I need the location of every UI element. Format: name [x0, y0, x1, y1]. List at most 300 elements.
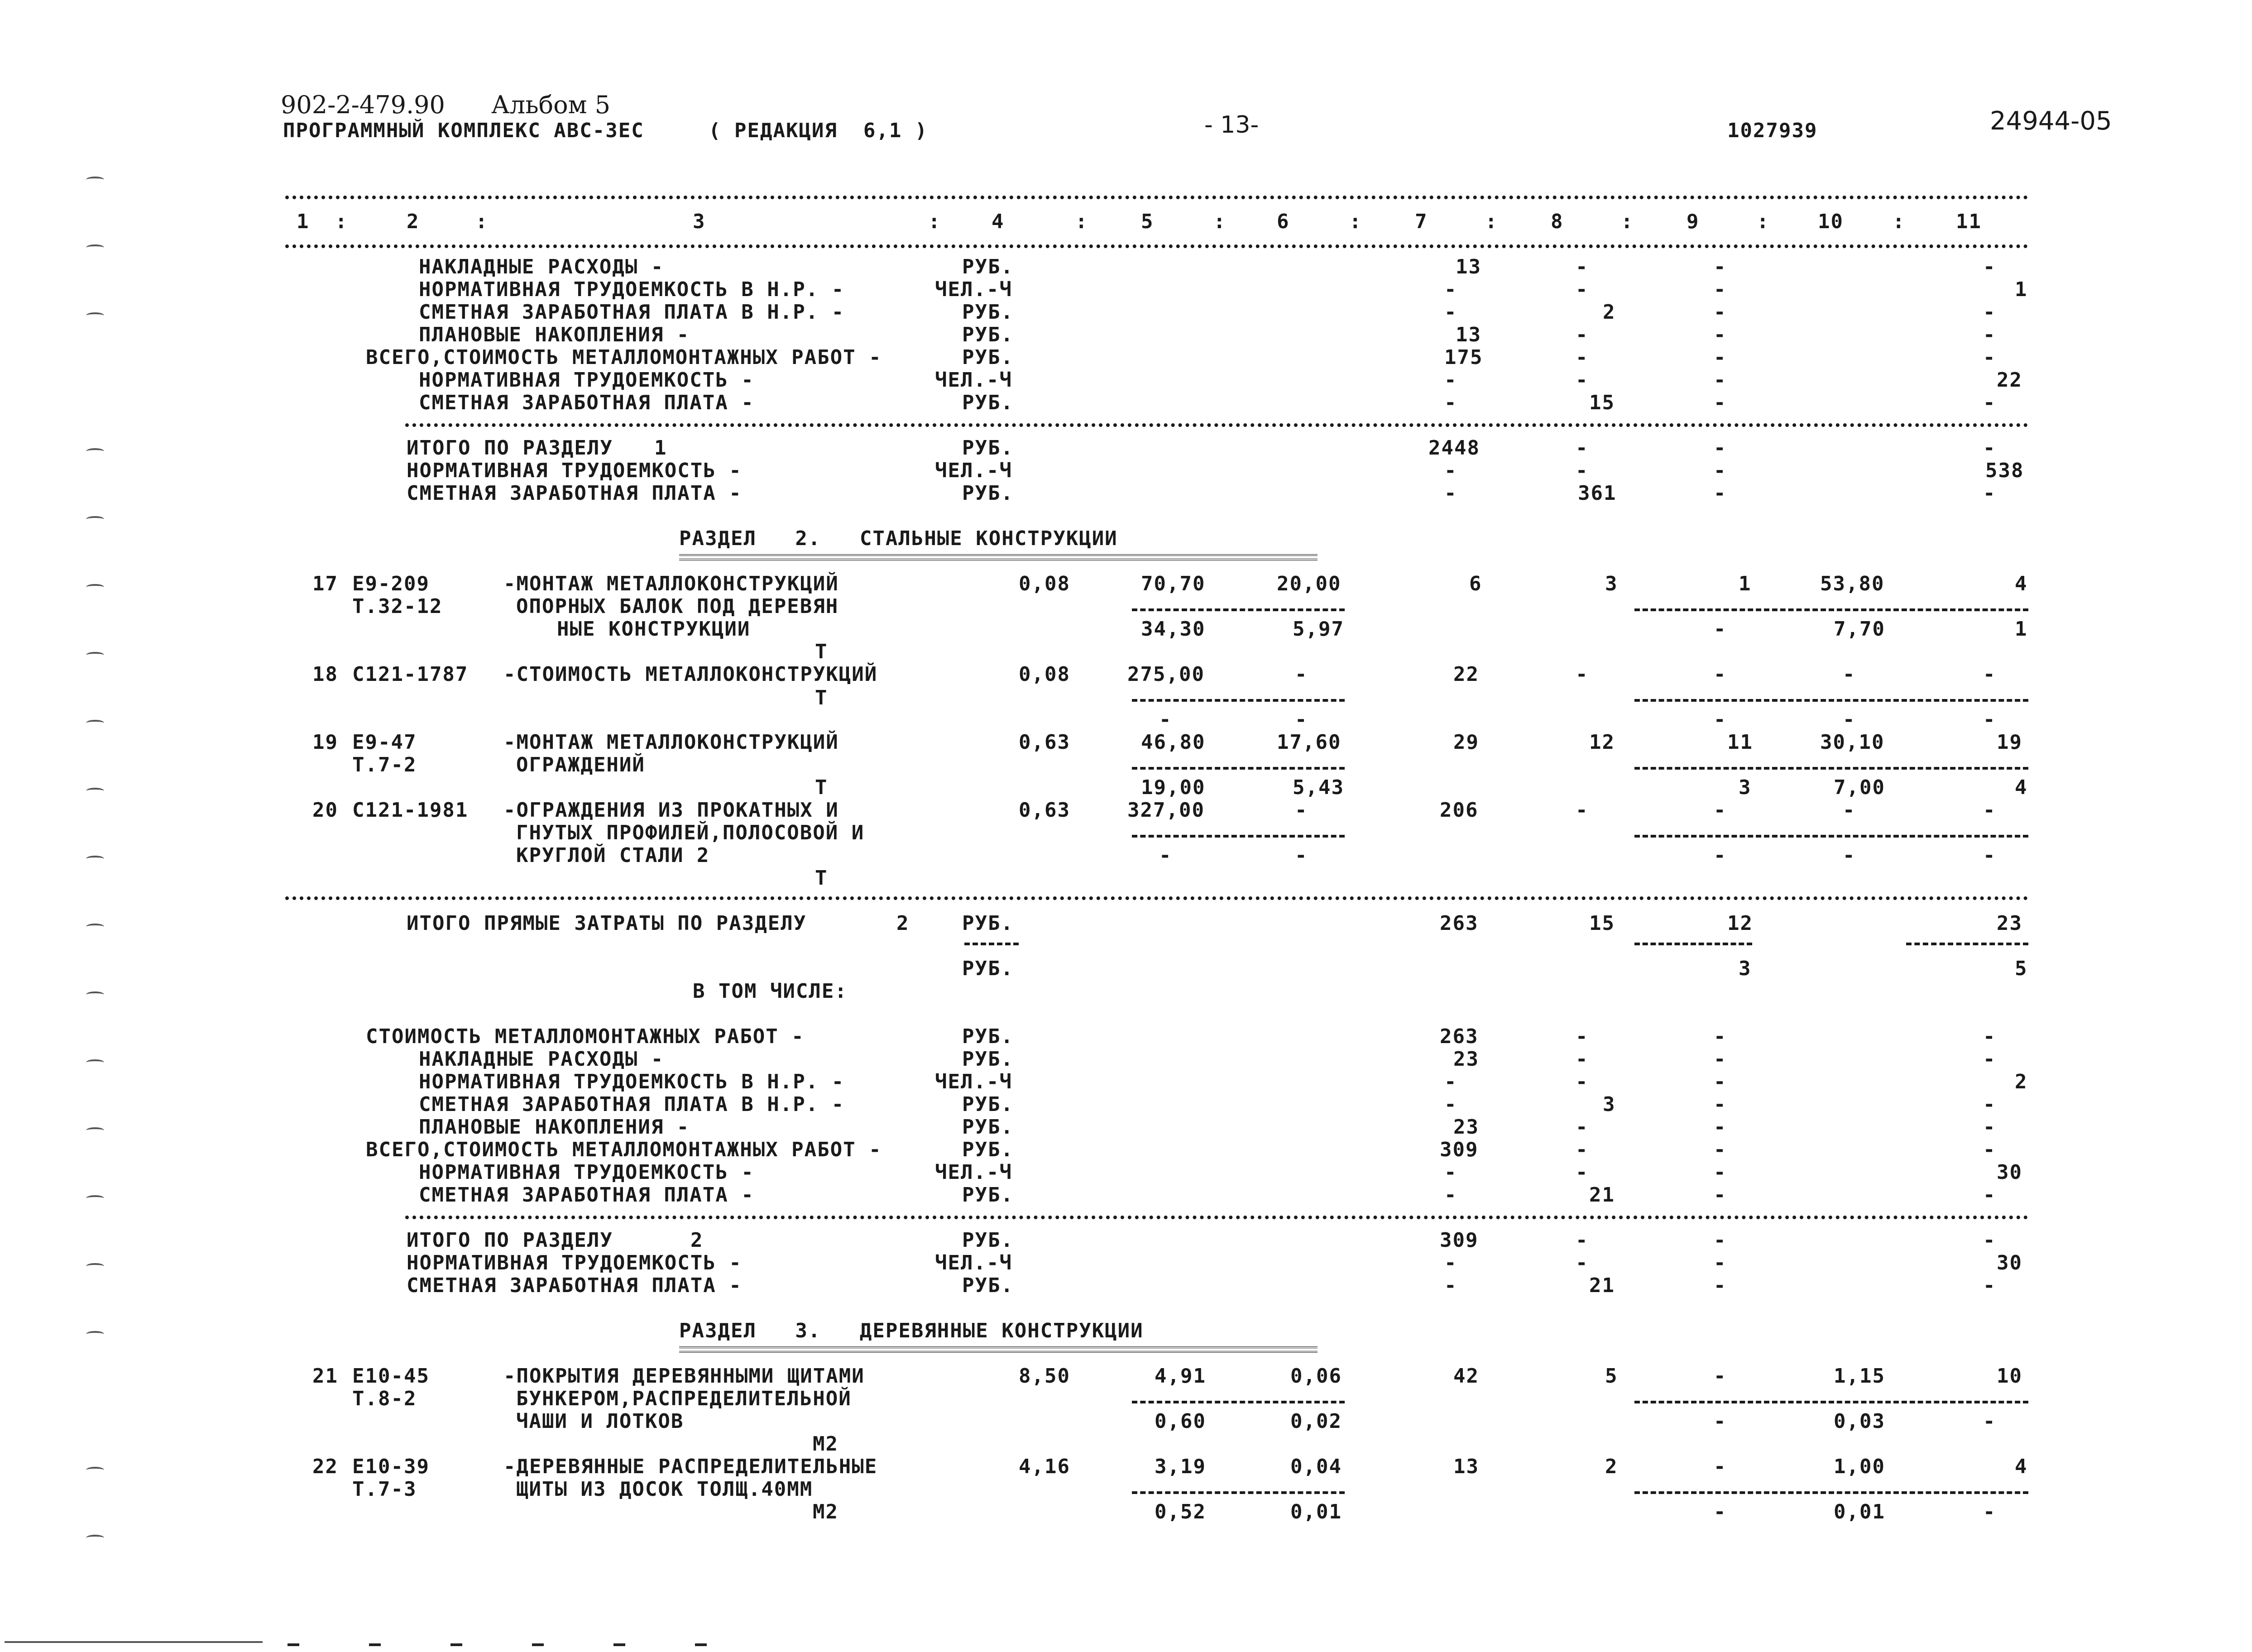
total-label: ИТОГО ПО РАЗДЕЛУ [407, 1229, 613, 1252]
cell-c7: - [1444, 1183, 1457, 1207]
scan-mark [532, 1643, 544, 1646]
cell-c9: - [1714, 482, 1727, 505]
item-desc-line: -ДЕРЕВЯННЫЕ РАСПРЕДЕЛИТЕЛЬНЫЕ [503, 1455, 878, 1478]
cell-c9: - [1714, 1183, 1727, 1207]
scan-mark [86, 1059, 104, 1066]
cell-c7: 263 [1440, 1025, 1479, 1048]
cell-c11: - [1983, 301, 1996, 324]
cell-c11: 22 [1997, 369, 2022, 392]
item-desc-line: -МОНТАЖ МЕТАЛЛОКОНСТРУКЦИЙ [503, 731, 839, 754]
cell-c9: - [1714, 1251, 1727, 1274]
cell-c11: 4 [2015, 572, 2028, 595]
cell-c8: 5 [1605, 1365, 1618, 1388]
cell-c7: - [1444, 1251, 1457, 1274]
row-unit: РУБ. [962, 1025, 1014, 1048]
cell-c11: - [1983, 1116, 1996, 1139]
item-desc-line: ОПОРНЫХ БАЛОК ПОД ДЕРЕВЯН [516, 595, 839, 618]
scan-mark [86, 1263, 104, 1269]
cell-c11: 1 [2015, 278, 2028, 301]
cell-c11-sub: - [1983, 844, 1996, 867]
row-unit: РУБ. [962, 301, 1014, 324]
cell-c11-sub: - [1983, 1410, 1996, 1433]
cell-c7: 23 [1453, 1116, 1479, 1139]
cell-c11: - [1983, 1138, 1996, 1161]
row-label: ПЛАНОВЫЕ НАКОПЛЕНИЯ - [419, 1116, 690, 1139]
row-label: ВСЕГО,СТОИМОСТЬ МЕТАЛЛОМОНТАЖНЫХ РАБОТ - [366, 1138, 882, 1161]
cell-c8: 3 [1603, 1093, 1616, 1116]
unit-wage: 0,04 [1290, 1455, 1342, 1478]
cell-c7: 13 [1453, 1455, 1479, 1478]
cell-c8: - [1576, 278, 1589, 301]
scan-mark [86, 1535, 104, 1541]
cell-c9: - [1714, 1093, 1727, 1116]
cell-rule [1634, 943, 1752, 945]
cell-c9: - [1714, 663, 1727, 686]
row-unit: ЧЕЛ.-Ч [935, 369, 1012, 392]
row-unit: РУБ. [962, 436, 1014, 460]
unit-wage-sub: 5,43 [1293, 776, 1344, 799]
cell-c11: 538 [1985, 459, 2024, 482]
cell-c7: 42 [1453, 1365, 1479, 1388]
scan-mark [86, 652, 104, 658]
unit-price: 70,70 [1141, 572, 1206, 595]
col-header-6: 6 [1277, 210, 1290, 233]
col-sep: : [1893, 210, 1906, 233]
cell-c7: - [1444, 482, 1457, 505]
cell-c8: - [1576, 1161, 1589, 1184]
col-sep: : [1485, 210, 1498, 233]
cell-rule [1634, 699, 2028, 702]
item-table-ref: Т.7-2 [352, 753, 417, 776]
cell-c11: - [1983, 391, 1996, 414]
row-unit: РУБ. [962, 1093, 1014, 1116]
col-header-8: 8 [1551, 210, 1564, 233]
unit-price-sub: 34,30 [1141, 618, 1206, 641]
cell-c11: - [1983, 255, 1996, 278]
cell-c7: 263 [1440, 912, 1479, 935]
unit-wage: 17,60 [1277, 731, 1342, 754]
scan-mark [695, 1643, 707, 1646]
cell-c9-sub: 3 [1739, 776, 1752, 799]
cell-c11-sub: 4 [2015, 776, 2028, 799]
cell-rule [1634, 1401, 2028, 1403]
scan-mark [287, 1643, 299, 1646]
item-code: E9-209 [352, 572, 430, 595]
cell-rule [1132, 699, 1345, 702]
cell-c10: 1,15 [1834, 1365, 1885, 1388]
item-number: 22 [312, 1455, 338, 1478]
cell-c11: - [1983, 323, 1996, 346]
cell-c11: - [1983, 1048, 1996, 1071]
cell-c7: 23 [1453, 1048, 1479, 1071]
cell-c11: - [1983, 1183, 1996, 1207]
cell-c8: 15 [1589, 391, 1615, 414]
cell-c8: 15 [1589, 912, 1615, 935]
section2-underline [679, 554, 1318, 560]
cell-c9: - [1714, 1070, 1727, 1093]
cell-c9-sub: - [1714, 708, 1727, 731]
cell-c10: 1,00 [1834, 1455, 1885, 1478]
scan-mark [86, 448, 104, 455]
cell-c9: 11 [1727, 731, 1753, 754]
unit-wage-sub: 0,01 [1290, 1500, 1342, 1523]
cell-c7: - [1444, 1161, 1457, 1184]
item-unit: М2 [813, 1432, 839, 1456]
scan-mark [86, 1195, 104, 1202]
item-qty: 8,50 [1019, 1365, 1070, 1388]
cell-c9-sub: - [1714, 1410, 1727, 1433]
total-label: СМЕТНАЯ ЗАРАБОТНАЯ ПЛАТА - [407, 1274, 742, 1297]
cell-c7: - [1444, 1070, 1457, 1093]
cell-c8: - [1576, 799, 1589, 822]
unit-wage: - [1295, 663, 1308, 686]
cell-c8: - [1576, 663, 1589, 686]
unit-price-sub: 19,00 [1141, 776, 1206, 799]
cell-c8: - [1576, 323, 1589, 346]
cell-c8: 21 [1589, 1183, 1615, 1207]
cell-c9: - [1714, 799, 1727, 822]
row-unit-sub: РУБ. [962, 957, 1014, 980]
cell-rule [1132, 835, 1345, 838]
cell-rule [1132, 608, 1345, 611]
item-table-ref: Т.8-2 [352, 1387, 417, 1410]
total-label: НОРМАТИВНАЯ ТРУДОЕМКОСТЬ - [407, 459, 742, 482]
item-qty: 0,08 [1019, 663, 1070, 686]
scan-mark [450, 1643, 462, 1646]
col-header-2: 2 [407, 210, 420, 233]
scan-mark [86, 516, 104, 522]
cell-c9: - [1714, 278, 1727, 301]
cell-c10-sub: 0,01 [1834, 1500, 1885, 1523]
archive-number: 24944-05 [1990, 106, 2112, 136]
cell-c11-sub: - [1983, 708, 1996, 731]
row-unit: ЧЕЛ.-Ч [935, 1070, 1012, 1093]
cell-c8: - [1576, 255, 1589, 278]
cell-c9: - [1714, 1138, 1727, 1161]
cell-c9-sub: - [1714, 1500, 1727, 1523]
total-label: ИТОГО ПО РАЗДЕЛУ [407, 436, 613, 460]
total-section-number: 2 [896, 912, 910, 935]
cell-c11: 4 [2015, 1455, 2028, 1478]
item-desc-line: ГНУТЫХ ПРОФИЛЕЙ,ПОЛОСОВОЙ И [516, 821, 865, 844]
section3-title: РАЗДЕЛ 3. ДЕРЕВЯННЫЕ КОНСТРУКЦИИ [679, 1319, 1144, 1342]
program-name: ПРОГРАММНЫЙ КОМПЛЕКС АВС-ЗЕС [283, 119, 644, 142]
cell-c8: - [1576, 459, 1589, 482]
cell-c8: - [1576, 369, 1589, 392]
unit-price-sub: 0,52 [1155, 1500, 1206, 1523]
row-unit: РУБ. [962, 1048, 1014, 1071]
cell-c10-sub: - [1843, 708, 1856, 731]
cell-c7: 13 [1456, 255, 1481, 278]
subtotal-rule [405, 1216, 2028, 1219]
cell-c8: - [1576, 1025, 1589, 1048]
item-number: 20 [312, 799, 338, 822]
unit-wage-sub: - [1295, 708, 1308, 731]
cell-c10: - [1843, 663, 1856, 686]
scan-mark [86, 312, 104, 319]
item-desc-line: -ОГРАЖДЕНИЯ ИЗ ПРОКАТНЫХ И [503, 799, 839, 822]
item-unit: Т [815, 640, 828, 663]
cell-c7: - [1444, 1274, 1457, 1297]
cell-c10-sub: 7,00 [1834, 776, 1885, 799]
cell-c9-sub: - [1714, 618, 1727, 641]
unit-price: 3,19 [1155, 1455, 1206, 1478]
cell-c7: - [1444, 391, 1457, 414]
cell-c8: 361 [1578, 482, 1617, 505]
row-unit: РУБ. [962, 1138, 1014, 1161]
item-desc-line: НЫЕ КОНСТРУКЦИИ [557, 618, 751, 641]
item-desc-line: КРУГЛОЙ СТАЛИ 2 [516, 844, 710, 867]
cell-c10-sub: 7,70 [1834, 618, 1885, 641]
col-header-7: 7 [1415, 210, 1428, 233]
item-code: E10-45 [352, 1365, 430, 1388]
cell-c11: 10 [1997, 1365, 2022, 1388]
col-sep: : [1075, 210, 1088, 233]
scan-mark [86, 177, 104, 183]
item-unit: Т [815, 686, 828, 709]
row-label: ВСЕГО,СТОИМОСТЬ МЕТАЛЛОМОНТАЖНЫХ РАБОТ - [366, 346, 882, 369]
cell-c11: - [1983, 1274, 1996, 1297]
unit-wage: 0,06 [1290, 1365, 1342, 1388]
unit-price: 46,80 [1141, 731, 1206, 754]
header-bottom-rule [285, 244, 2028, 248]
cell-c9: - [1714, 1161, 1727, 1184]
row-label: НОРМАТИВНАЯ ТРУДОЕМКОСТЬ - [419, 1161, 754, 1184]
cell-c7: 6 [1469, 572, 1482, 595]
row-label: СМЕТНАЯ ЗАРАБОТНАЯ ПЛАТА - [419, 391, 754, 414]
col-header-5: 5 [1141, 210, 1154, 233]
cell-c11-sub: 5 [2015, 957, 2028, 980]
row-label: НОРМАТИВНАЯ ТРУДОЕМКОСТЬ - [419, 369, 754, 392]
cell-c8: - [1576, 1138, 1589, 1161]
item-qty: 0,63 [1019, 731, 1070, 754]
cell-c8: 2 [1605, 1455, 1618, 1478]
scan-mark [86, 856, 104, 862]
scan-mark [86, 720, 104, 726]
cell-c7: 2448 [1428, 436, 1480, 460]
cell-c7: - [1444, 1093, 1457, 1116]
cell-c10: 30,10 [1820, 731, 1885, 754]
col-header-10: 10 [1818, 210, 1844, 233]
cell-c10-sub: - [1843, 844, 1856, 867]
unit-wage: 20,00 [1277, 572, 1342, 595]
cell-c11: - [1983, 799, 1996, 822]
item-code: E9-47 [352, 731, 417, 754]
cell-c9-sub: - [1714, 844, 1727, 867]
cell-rule [1634, 1491, 2028, 1494]
item-desc-line: ОГРАЖДЕНИЙ [516, 753, 645, 776]
cell-c8: - [1576, 436, 1589, 460]
scan-mark [86, 991, 104, 998]
cell-c10-sub: 0,03 [1834, 1410, 1885, 1433]
item-number: 21 [312, 1365, 338, 1388]
unit-price: 275,00 [1127, 663, 1205, 686]
total-label: ИТОГО ПРЯМЫЕ ЗАТРАТЫ ПО РАЗДЕЛУ [407, 912, 807, 935]
cell-c9: - [1714, 436, 1727, 460]
table-top-rule [285, 196, 2028, 199]
cell-c9: - [1714, 1025, 1727, 1048]
row-unit: РУБ. [962, 912, 1014, 935]
cell-c9: 1 [1739, 572, 1752, 595]
item-desc-line: ЧАШИ И ЛОТКОВ [516, 1410, 684, 1433]
section2-items-rule [285, 896, 2028, 900]
section2-title: РАЗДЕЛ 2. СТАЛЬНЫЕ КОНСТРУКЦИИ [679, 527, 1118, 550]
scan-mark [86, 924, 104, 930]
item-table-ref: Т.7-3 [352, 1478, 417, 1501]
unit-wage-sub: - [1295, 844, 1308, 867]
cell-c8: - [1576, 1251, 1589, 1274]
row-label: СМЕТНАЯ ЗАРАБОТНАЯ ПЛАТА - [419, 1183, 754, 1207]
including-label: В ТОМ ЧИСЛЕ: [693, 980, 848, 1003]
row-unit: РУБ. [962, 323, 1014, 346]
item-code: E10-39 [352, 1455, 430, 1478]
cell-c9: - [1714, 1116, 1727, 1139]
cell-rule [1132, 1401, 1345, 1403]
row-unit: РУБ. [962, 1116, 1014, 1139]
total-section-number: 2 [690, 1229, 704, 1252]
doc-code: 902-2-479.90 [281, 91, 445, 119]
cell-c9: - [1714, 1229, 1727, 1252]
cell-c11: - [1983, 436, 1996, 460]
cell-rule [1634, 835, 2028, 838]
scan-mark [369, 1643, 381, 1646]
scan-mark [86, 1331, 104, 1337]
item-number: 18 [312, 663, 338, 686]
cell-c11: - [1983, 663, 1996, 686]
item-number: 19 [312, 731, 338, 754]
cell-rule [1906, 943, 2028, 945]
edition: ( РЕДАКЦИЯ 6,1 ) [709, 119, 928, 142]
cell-c10: 53,80 [1820, 572, 1885, 595]
cell-c9: - [1714, 1455, 1727, 1478]
scan-mark [86, 1467, 104, 1473]
item-desc-line: -СТОИМОСТЬ МЕТАЛЛОКОНСТРУКЦИЙ [503, 663, 878, 686]
unit-price-sub: - [1159, 844, 1172, 867]
unit-wage-sub: 0,02 [1290, 1410, 1342, 1433]
cell-c11: 30 [1997, 1161, 2022, 1184]
item-table-ref: Т.32-12 [352, 595, 443, 618]
cell-c7: 29 [1453, 731, 1479, 754]
row-unit: РУБ. [962, 255, 1014, 278]
total-label: СМЕТНАЯ ЗАРАБОТНАЯ ПЛАТА - [407, 482, 742, 505]
row-label: СМЕТНАЯ ЗАРАБОТНАЯ ПЛАТА В Н.Р. - [419, 1093, 845, 1116]
cell-rule [1634, 767, 2028, 770]
col-sep: : [475, 210, 489, 233]
item-unit: Т [815, 867, 828, 890]
cell-c11-sub: 1 [2015, 618, 2028, 641]
cell-c8: - [1576, 1070, 1589, 1093]
cell-c11: 2 [2015, 1070, 2028, 1093]
cell-c7: 13 [1456, 323, 1481, 346]
unit-price: 327,00 [1127, 799, 1205, 822]
bottom-edge-line [5, 1641, 263, 1643]
cell-c9: - [1714, 301, 1727, 324]
row-label: СМЕТНАЯ ЗАРАБОТНАЯ ПЛАТА В Н.Р. - [419, 301, 845, 324]
cell-c11: 30 [1997, 1251, 2022, 1274]
cell-c9: - [1714, 346, 1727, 369]
cell-c9: - [1714, 459, 1727, 482]
section3-underline [679, 1346, 1318, 1353]
album-label: Альбом 5 [491, 91, 611, 119]
item-desc-line: ЩИТЫ ИЗ ДОСОК ТОЛЩ.40ММ [516, 1478, 813, 1501]
cell-rule [1132, 1491, 1345, 1494]
unit-price-sub: - [1159, 708, 1172, 731]
scan-mark [613, 1643, 625, 1646]
scan-mark [86, 1127, 104, 1134]
col-header-9: 9 [1687, 210, 1700, 233]
scan-mark [86, 584, 104, 590]
cell-c9: - [1714, 1048, 1727, 1071]
cell-c7: 309 [1440, 1138, 1479, 1161]
cell-c9: 12 [1727, 912, 1753, 935]
cell-c8: 12 [1589, 731, 1615, 754]
sheet-id: 1027939 [1727, 119, 1818, 142]
row-unit: РУБ. [962, 346, 1014, 369]
col-sep: : [1757, 210, 1770, 233]
item-unit: М2 [813, 1500, 839, 1523]
cell-c7: 175 [1444, 346, 1483, 369]
row-label: НОРМАТИВНАЯ ТРУДОЕМКОСТЬ В Н.Р. - [419, 278, 845, 301]
col-sep: : [1621, 210, 1634, 233]
cell-c8: - [1576, 1229, 1589, 1252]
col-sep: : [928, 210, 941, 233]
total-label: НОРМАТИВНАЯ ТРУДОЕМКОСТЬ - [407, 1251, 742, 1274]
row-unit: РУБ. [962, 1183, 1014, 1207]
total-section-number: 1 [654, 436, 667, 460]
unit-price-sub: 0,60 [1155, 1410, 1206, 1433]
cell-c10: - [1843, 799, 1856, 822]
item-number: 17 [312, 572, 338, 595]
cell-c7: 206 [1440, 799, 1479, 822]
cell-c7: - [1444, 301, 1457, 324]
row-label: СТОИМОСТЬ МЕТАЛЛОМОНТАЖНЫХ РАБОТ - [366, 1025, 805, 1048]
cell-c11: - [1983, 1025, 1996, 1048]
cell-c7: 22 [1453, 663, 1479, 686]
unit-wage-sub: 5,97 [1293, 618, 1344, 641]
cell-c11-sub: - [1983, 1500, 1996, 1523]
cell-c7: - [1444, 369, 1457, 392]
cell-c8: - [1576, 1116, 1589, 1139]
cell-rule [964, 943, 1019, 945]
cell-c8: - [1576, 346, 1589, 369]
cell-c8: 21 [1589, 1274, 1615, 1297]
row-label: ПЛАНОВЫЕ НАКОПЛЕНИЯ - [419, 323, 690, 346]
row-label: НАКЛАДНЫЕ РАСХОДЫ - [419, 255, 664, 278]
cell-c9: - [1714, 255, 1727, 278]
item-qty: 0,63 [1019, 799, 1070, 822]
cell-c8: - [1576, 1048, 1589, 1071]
cell-c8: 3 [1605, 572, 1618, 595]
item-code: C121-1981 [352, 799, 469, 822]
col-header-4: 4 [992, 210, 1005, 233]
unit-wage: - [1295, 799, 1308, 822]
row-unit: РУБ. [962, 482, 1014, 505]
cell-c9: - [1714, 369, 1727, 392]
cell-c9: - [1714, 1365, 1727, 1388]
cell-c7: - [1444, 278, 1457, 301]
scan-mark [86, 244, 104, 251]
row-unit: ЧЕЛ.-Ч [935, 1251, 1012, 1274]
cell-c9-sub: 3 [1739, 957, 1752, 980]
scan-mark [86, 788, 104, 794]
col-header-1: 1 [297, 210, 310, 233]
row-label: НОРМАТИВНАЯ ТРУДОЕМКОСТЬ В Н.Р. - [419, 1070, 845, 1093]
cell-c11: 23 [1997, 912, 2022, 935]
item-desc-line: -ПОКРЫТИЯ ДЕРЕВЯННЫМИ ЩИТАМИ [503, 1365, 865, 1388]
col-header-3: 3 [693, 210, 706, 233]
unit-price: 4,91 [1155, 1365, 1206, 1388]
row-unit: РУБ. [962, 1274, 1014, 1297]
